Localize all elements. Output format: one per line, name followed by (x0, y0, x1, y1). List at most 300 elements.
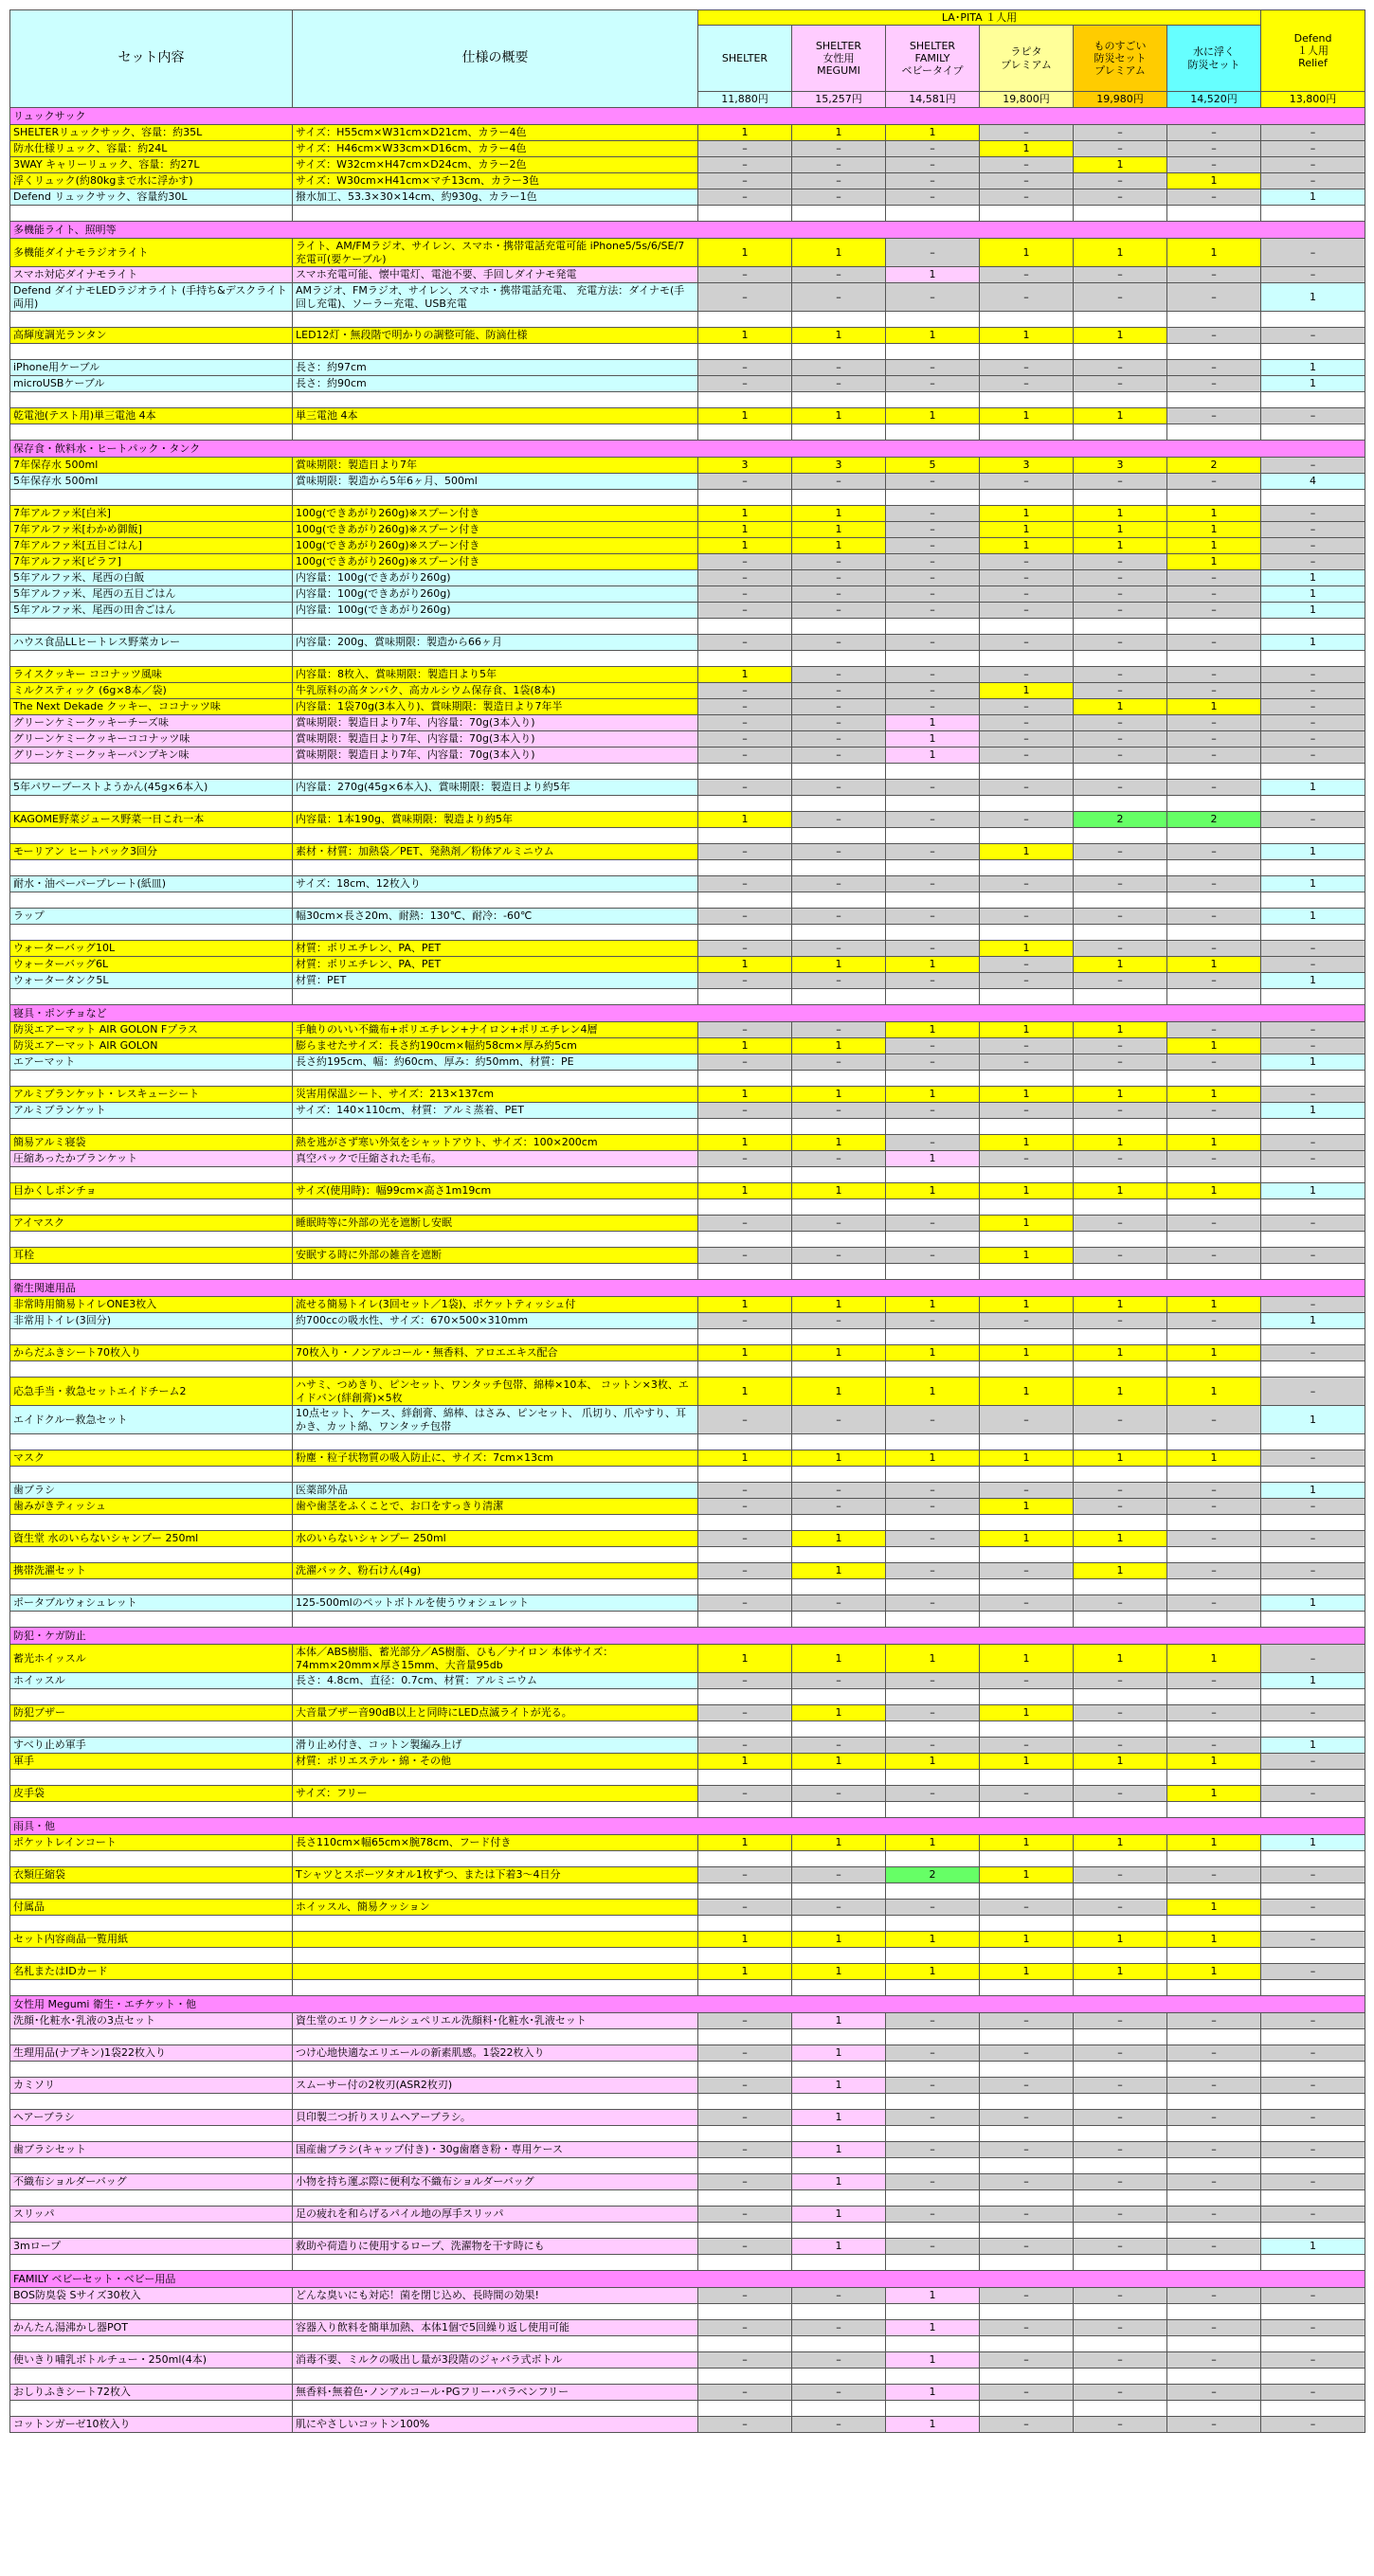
item-spec: 膨らませたサイズ：長さ約190cm×幅約58cm×厚み約5cm (293, 1038, 698, 1054)
spacer-row (10, 2126, 1365, 2142)
qty-cell: 1 (1167, 1754, 1261, 1770)
empty-cell (792, 828, 886, 844)
qty-cell: – (1167, 1216, 1261, 1232)
qty-cell: – (980, 957, 1074, 973)
empty-cell (10, 2094, 293, 2110)
qty-cell: – (1167, 376, 1261, 392)
empty-cell (980, 1948, 1074, 1964)
empty-cell (1167, 1264, 1261, 1280)
item-name: 防犯ブザー (10, 1705, 293, 1721)
empty-cell (792, 2029, 886, 2045)
empty-cell (698, 392, 792, 408)
empty-cell (1167, 1119, 1261, 1135)
qty-cell: – (1167, 2174, 1261, 2190)
item-spec: 100g(できあがり260g)※スプーン付き (293, 522, 698, 538)
item-name: スリッパ (10, 2207, 293, 2223)
empty-cell (698, 344, 792, 360)
item-spec: サイズ：18cm、12枚入り (293, 876, 698, 892)
item-spec: サイズ(使用時)：幅99cm×高さ1m19cm (293, 1183, 698, 1199)
item-row (10, 1705, 1365, 1721)
empty-cell (1261, 764, 1365, 780)
qty-cell: – (698, 2142, 792, 2158)
empty-cell (980, 1851, 1074, 1867)
qty-cell: 1 (980, 328, 1074, 344)
qty-cell: – (980, 2239, 1074, 2255)
item-spec: 単三電池 4本 (293, 408, 698, 424)
qty-cell: 1 (1261, 376, 1365, 392)
empty-cell (1167, 892, 1261, 909)
empty-cell (1074, 344, 1167, 360)
qty-cell: 2 (1074, 812, 1167, 828)
empty-cell (1167, 2190, 1261, 2207)
qty-cell: – (1167, 1867, 1261, 1883)
qty-cell: 1 (698, 1087, 792, 1103)
header-product-name: 水に浮く 防災セット (1187, 45, 1240, 71)
empty-cell (1074, 1579, 1167, 1595)
qty-cell: – (1074, 1867, 1167, 1883)
qty-cell: 2 (1167, 458, 1261, 474)
qty-cell: 1 (980, 1450, 1074, 1467)
qty-cell: – (886, 1499, 980, 1515)
item-spec: 足の疲れを和らげるパイル地の厚手スリッパ (293, 2207, 698, 2223)
spacer-row (10, 1612, 1365, 1628)
empty-cell (698, 989, 792, 1005)
empty-cell (698, 1579, 792, 1595)
qty-cell: – (698, 876, 792, 892)
qty-cell: 1 (792, 2013, 886, 2029)
empty-cell (980, 1802, 1074, 1818)
item-spec: 約700ccの吸水性、サイズ：670×500×310mm (293, 1313, 698, 1329)
header-product-name: ものすごい 防災セット プレミアム (1094, 39, 1147, 78)
qty-cell: – (1074, 715, 1167, 731)
qty-cell: – (1167, 360, 1261, 376)
item-name: 目かくしポンチョ (10, 1183, 293, 1199)
qty-cell: – (886, 941, 980, 957)
qty-cell: – (1074, 1738, 1167, 1754)
empty-cell (792, 392, 886, 408)
empty-cell (792, 2126, 886, 2142)
header-product-name: ラピタ プレミアム (1001, 45, 1052, 71)
header-product-4 (1074, 26, 1167, 92)
item-name: 5年アルファ米、尾西の五目ごはん (10, 586, 293, 603)
item-spec: 容器入り飲料を簡単加熱、本体1個で5回繰り返し使用可能 (293, 2320, 698, 2336)
qty-cell: – (980, 1103, 1074, 1119)
item-spec: スマホ充電可能、懐中電灯、電池不要、手回しダイナモ発電 (293, 267, 698, 283)
empty-cell (1167, 828, 1261, 844)
empty-cell (698, 2304, 792, 2320)
empty-cell (792, 1916, 886, 1932)
empty-cell (1261, 1434, 1365, 1450)
spacer-row (10, 490, 1365, 506)
spacer-row (10, 1167, 1365, 1183)
header-lapita-group: LA･PITA １人用 (698, 10, 1261, 26)
qty-cell: – (1261, 1499, 1365, 1515)
qty-cell: – (698, 1216, 792, 1232)
empty-cell (10, 1689, 293, 1705)
spacer-row (10, 2062, 1365, 2078)
empty-cell (293, 2062, 698, 2078)
empty-cell (10, 1434, 293, 1450)
spacer-row (10, 1329, 1365, 1345)
empty-cell (10, 1467, 293, 1483)
qty-cell: 1 (980, 1499, 1074, 1515)
qty-cell: 1 (980, 683, 1074, 699)
spacer-row (10, 1264, 1365, 1280)
empty-cell (698, 206, 792, 222)
empty-cell (1261, 490, 1365, 506)
qty-cell: – (698, 1406, 792, 1434)
qty-cell: – (1074, 2045, 1167, 2062)
item-spec: 歯や歯茎をふくことで、お口をすっきり清潔 (293, 1499, 698, 1515)
qty-cell: – (1074, 1151, 1167, 1167)
spacer-row (10, 1467, 1365, 1483)
qty-cell: 1 (792, 1450, 886, 1467)
spacer-row (10, 2336, 1365, 2352)
empty-cell (1074, 796, 1167, 812)
qty-cell: – (1074, 941, 1167, 957)
qty-cell: – (1167, 283, 1261, 312)
empty-cell (1167, 1199, 1261, 1216)
empty-cell (886, 490, 980, 506)
item-name: 5年パワーブーストようかん(45g×6本入) (10, 780, 293, 796)
qty-cell: – (1261, 715, 1365, 731)
qty-cell: – (886, 173, 980, 189)
qty-cell: – (698, 1900, 792, 1916)
qty-cell: – (1074, 2078, 1167, 2094)
spacer-row (10, 312, 1365, 328)
qty-cell: – (792, 1738, 886, 1754)
qty-cell: – (1074, 1900, 1167, 1916)
qty-cell: – (886, 554, 980, 570)
item-name: マスク (10, 1450, 293, 1467)
spacer-row (10, 1851, 1365, 1867)
empty-cell (10, 1264, 293, 1280)
empty-cell (792, 1264, 886, 1280)
qty-cell: – (1167, 2110, 1261, 2126)
qty-cell: – (886, 141, 980, 157)
qty-cell: 1 (1261, 780, 1365, 796)
qty-cell: – (1261, 1531, 1365, 1547)
qty-cell: 1 (698, 1835, 792, 1851)
qty-cell: – (886, 1103, 980, 1119)
empty-cell (792, 2062, 886, 2078)
qty-cell: 1 (1261, 1103, 1365, 1119)
category-label: 衛生関連用品 (10, 1280, 1365, 1297)
item-name: エアーマット (10, 1054, 293, 1071)
qty-cell: – (980, 1595, 1074, 1612)
empty-cell (293, 1851, 698, 1867)
empty-cell (980, 2255, 1074, 2271)
item-spec: 無香料･無着色･ノンアルコール･PGフリー･パラベンフリー (293, 2385, 698, 2401)
empty-cell (1074, 1883, 1167, 1900)
empty-cell (698, 1612, 792, 1628)
category-label: 保存食・飲料水・ヒートパック・タンク (10, 441, 1365, 458)
empty-cell (293, 892, 698, 909)
qty-cell: 1 (1074, 157, 1167, 173)
empty-cell (980, 1071, 1074, 1087)
qty-cell: 1 (698, 1645, 792, 1673)
empty-cell (293, 1721, 698, 1738)
empty-cell (698, 1329, 792, 1345)
empty-cell (698, 2401, 792, 2417)
qty-cell: – (1074, 570, 1167, 586)
empty-cell (698, 1770, 792, 1786)
empty-cell (886, 1119, 980, 1135)
qty-cell: – (1261, 1705, 1365, 1721)
empty-cell (1074, 2336, 1167, 2352)
empty-cell (1074, 1361, 1167, 1378)
spacer-row (10, 1071, 1365, 1087)
qty-cell: 1 (792, 2174, 886, 2190)
qty-cell: 1 (886, 957, 980, 973)
category-row (10, 441, 1365, 458)
qty-cell: – (698, 1705, 792, 1721)
empty-cell (886, 1071, 980, 1087)
qty-cell: – (792, 699, 886, 715)
empty-cell (10, 1721, 293, 1738)
qty-cell: – (1167, 125, 1261, 141)
category-label: 多機能ライト、照明等 (10, 222, 1365, 239)
spacer-row (10, 764, 1365, 780)
qty-cell: 1 (792, 538, 886, 554)
qty-cell: – (1074, 2174, 1167, 2190)
item-row (10, 1183, 1365, 1199)
empty-cell (1167, 1547, 1261, 1563)
qty-cell: 1 (1167, 1450, 1261, 1467)
qty-cell: – (1261, 2417, 1365, 2433)
qty-cell: – (1167, 2207, 1261, 2223)
qty-cell: 1 (886, 1932, 980, 1948)
empty-cell (1261, 344, 1365, 360)
qty-cell: 1 (980, 1135, 1074, 1151)
empty-cell (792, 344, 886, 360)
empty-cell (293, 1361, 698, 1378)
empty-cell (293, 1199, 698, 1216)
qty-cell: 1 (980, 1531, 1074, 1547)
qty-cell: 1 (1167, 1297, 1261, 1313)
empty-cell (293, 1948, 698, 1964)
empty-cell (1167, 1434, 1261, 1450)
qty-cell: – (1261, 2207, 1365, 2223)
item-row (10, 1297, 1365, 1313)
qty-cell: – (1167, 635, 1261, 651)
qty-cell: 1 (1074, 522, 1167, 538)
empty-cell (886, 2223, 980, 2239)
empty-cell (886, 1547, 980, 1563)
qty-cell: – (1261, 1563, 1365, 1579)
empty-cell (293, 1980, 698, 1996)
empty-cell (1167, 1329, 1261, 1345)
empty-cell (698, 1119, 792, 1135)
qty-cell: – (980, 267, 1074, 283)
qty-cell: – (792, 1103, 886, 1119)
qty-cell: – (980, 1673, 1074, 1689)
qty-cell: – (886, 157, 980, 173)
qty-cell: – (1261, 141, 1365, 157)
item-name: 5年アルファ米、尾西の田舎ごはん (10, 603, 293, 619)
empty-cell (698, 2158, 792, 2174)
empty-cell (10, 2401, 293, 2417)
empty-cell (1167, 1579, 1261, 1595)
category-row (10, 1818, 1365, 1835)
qty-cell: – (980, 2174, 1074, 2190)
qty-cell: – (1074, 2239, 1167, 2255)
item-row (10, 1867, 1365, 1883)
qty-cell: 1 (698, 1345, 792, 1361)
qty-cell: 1 (980, 1345, 1074, 1361)
empty-cell (1074, 206, 1167, 222)
qty-cell: – (1261, 538, 1365, 554)
empty-cell (1167, 2336, 1261, 2352)
qty-cell: – (792, 2320, 886, 2336)
qty-cell: – (886, 360, 980, 376)
empty-cell (1167, 424, 1261, 441)
empty-cell (980, 2304, 1074, 2320)
qty-cell: 1 (792, 1038, 886, 1054)
qty-cell: 1 (1261, 909, 1365, 925)
qty-cell: – (1167, 2142, 1261, 2158)
qty-cell: – (698, 2110, 792, 2126)
spacer-row (10, 1515, 1365, 1531)
qty-cell: 1 (792, 1135, 886, 1151)
header-product-2 (886, 26, 980, 92)
qty-cell: – (1261, 328, 1365, 344)
qty-cell: 1 (886, 1964, 980, 1980)
empty-cell (1074, 2094, 1167, 2110)
item-spec: 滑り止め付き、コットン製編み上げ (293, 1738, 698, 1754)
item-spec: 賞味期限：製造日より7年、内容量：70g(3本入り) (293, 748, 698, 764)
empty-cell (792, 1612, 886, 1628)
empty-cell (980, 1770, 1074, 1786)
qty-cell: 1 (1261, 1183, 1365, 1199)
qty-cell: – (698, 267, 792, 283)
qty-cell: – (792, 157, 886, 173)
empty-cell (698, 1515, 792, 1531)
empty-cell (1261, 989, 1365, 1005)
qty-cell: 1 (1261, 360, 1365, 376)
spacer-row (10, 1980, 1365, 1996)
qty-cell: – (1074, 173, 1167, 189)
empty-cell (886, 989, 980, 1005)
qty-cell: 1 (886, 1151, 980, 1167)
empty-cell (1167, 1948, 1261, 1964)
empty-cell (698, 1434, 792, 1450)
qty-cell: 1 (1074, 1183, 1167, 1199)
empty-cell (1261, 1579, 1365, 1595)
qty-cell: – (1261, 2013, 1365, 2029)
qty-cell: – (1167, 1499, 1261, 1515)
comparison-sheet (9, 9, 1365, 2433)
item-name: SHELTERリュックサック、容量：約35L (10, 125, 293, 141)
qty-cell: – (1261, 2110, 1365, 2126)
item-name: 非常時用簡易トイレONE3枚入 (10, 1297, 293, 1313)
qty-cell: 1 (980, 1297, 1074, 1313)
item-spec: 長さ110cm×幅65cm×腕78cm、フード付き (293, 1835, 698, 1851)
item-name: 耳栓 (10, 1248, 293, 1264)
qty-cell: 1 (886, 1345, 980, 1361)
empty-cell (1074, 1329, 1167, 1345)
qty-cell: 1 (886, 1022, 980, 1038)
qty-cell: – (792, 1595, 886, 1612)
qty-cell: – (886, 780, 980, 796)
qty-cell: – (1074, 586, 1167, 603)
empty-cell (293, 1167, 698, 1183)
item-row (10, 1103, 1365, 1119)
item-name: コットンガーゼ10枚入り (10, 2417, 293, 2433)
qty-cell: 1 (1261, 876, 1365, 892)
empty-cell (1074, 1612, 1167, 1628)
qty-cell: – (698, 2417, 792, 2433)
qty-cell: 1 (1167, 957, 1261, 973)
empty-cell (10, 206, 293, 222)
qty-cell: 1 (1074, 1964, 1167, 1980)
qty-cell: – (698, 2320, 792, 2336)
empty-cell (1167, 796, 1261, 812)
qty-cell: – (698, 474, 792, 490)
empty-cell (1167, 925, 1261, 941)
item-name: ミルクスティック (6g×8本／袋) (10, 683, 293, 699)
qty-cell: – (698, 2239, 792, 2255)
qty-cell: 1 (1167, 1038, 1261, 1054)
empty-cell (886, 892, 980, 909)
item-spec: 水のいらないシャンプー 250ml (293, 1531, 698, 1547)
qty-cell: – (980, 1406, 1074, 1434)
qty-cell: – (792, 267, 886, 283)
empty-cell (10, 2190, 293, 2207)
item-name: ラップ (10, 909, 293, 925)
empty-cell (792, 1071, 886, 1087)
table-body (10, 108, 1365, 2433)
empty-cell (293, 2190, 698, 2207)
empty-cell (10, 1071, 293, 1087)
qty-cell: – (1261, 506, 1365, 522)
item-row (10, 2045, 1365, 2062)
qty-cell: 1 (886, 328, 980, 344)
qty-cell: – (792, 283, 886, 312)
qty-cell: – (792, 1216, 886, 1232)
qty-cell: – (1167, 1673, 1261, 1689)
qty-cell: – (1261, 812, 1365, 828)
qty-cell: 1 (886, 1754, 980, 1770)
empty-cell (886, 2304, 980, 2320)
qty-cell: 1 (792, 1563, 886, 1579)
qty-cell: – (886, 538, 980, 554)
empty-cell (10, 2223, 293, 2239)
item-row (10, 699, 1365, 715)
item-spec: ライト、AM/FMラジオ、サイレン、スマホ・携帯電話充電可能 iPhone5/5s/6/SE/7充電可(要ケーブル) (293, 239, 698, 267)
category-row (10, 222, 1365, 239)
empty-cell (1261, 1721, 1365, 1738)
qty-cell: – (886, 189, 980, 206)
qty-cell: – (792, 554, 886, 570)
qty-cell: 1 (980, 941, 1074, 957)
empty-cell (1074, 1770, 1167, 1786)
empty-cell (10, 1802, 293, 1818)
qty-cell: – (1261, 1964, 1365, 1980)
item-spec: つけ心地快適なエリエールの新素肌感。1袋22枚入り (293, 2045, 698, 2062)
qty-cell: – (792, 1900, 886, 1916)
spacer-row (10, 1199, 1365, 1216)
qty-cell: – (1261, 1932, 1365, 1948)
empty-cell (792, 1689, 886, 1705)
qty-cell: – (698, 1563, 792, 1579)
item-name: 歯ブラシ (10, 1483, 293, 1499)
empty-cell (293, 1547, 698, 1563)
empty-cell (1261, 2190, 1365, 2207)
qty-cell: – (1074, 1038, 1167, 1054)
item-spec: 長さ約195cm、幅：約60cm、厚み：約50mm、材質：PE (293, 1054, 698, 1071)
empty-cell (1074, 2223, 1167, 2239)
